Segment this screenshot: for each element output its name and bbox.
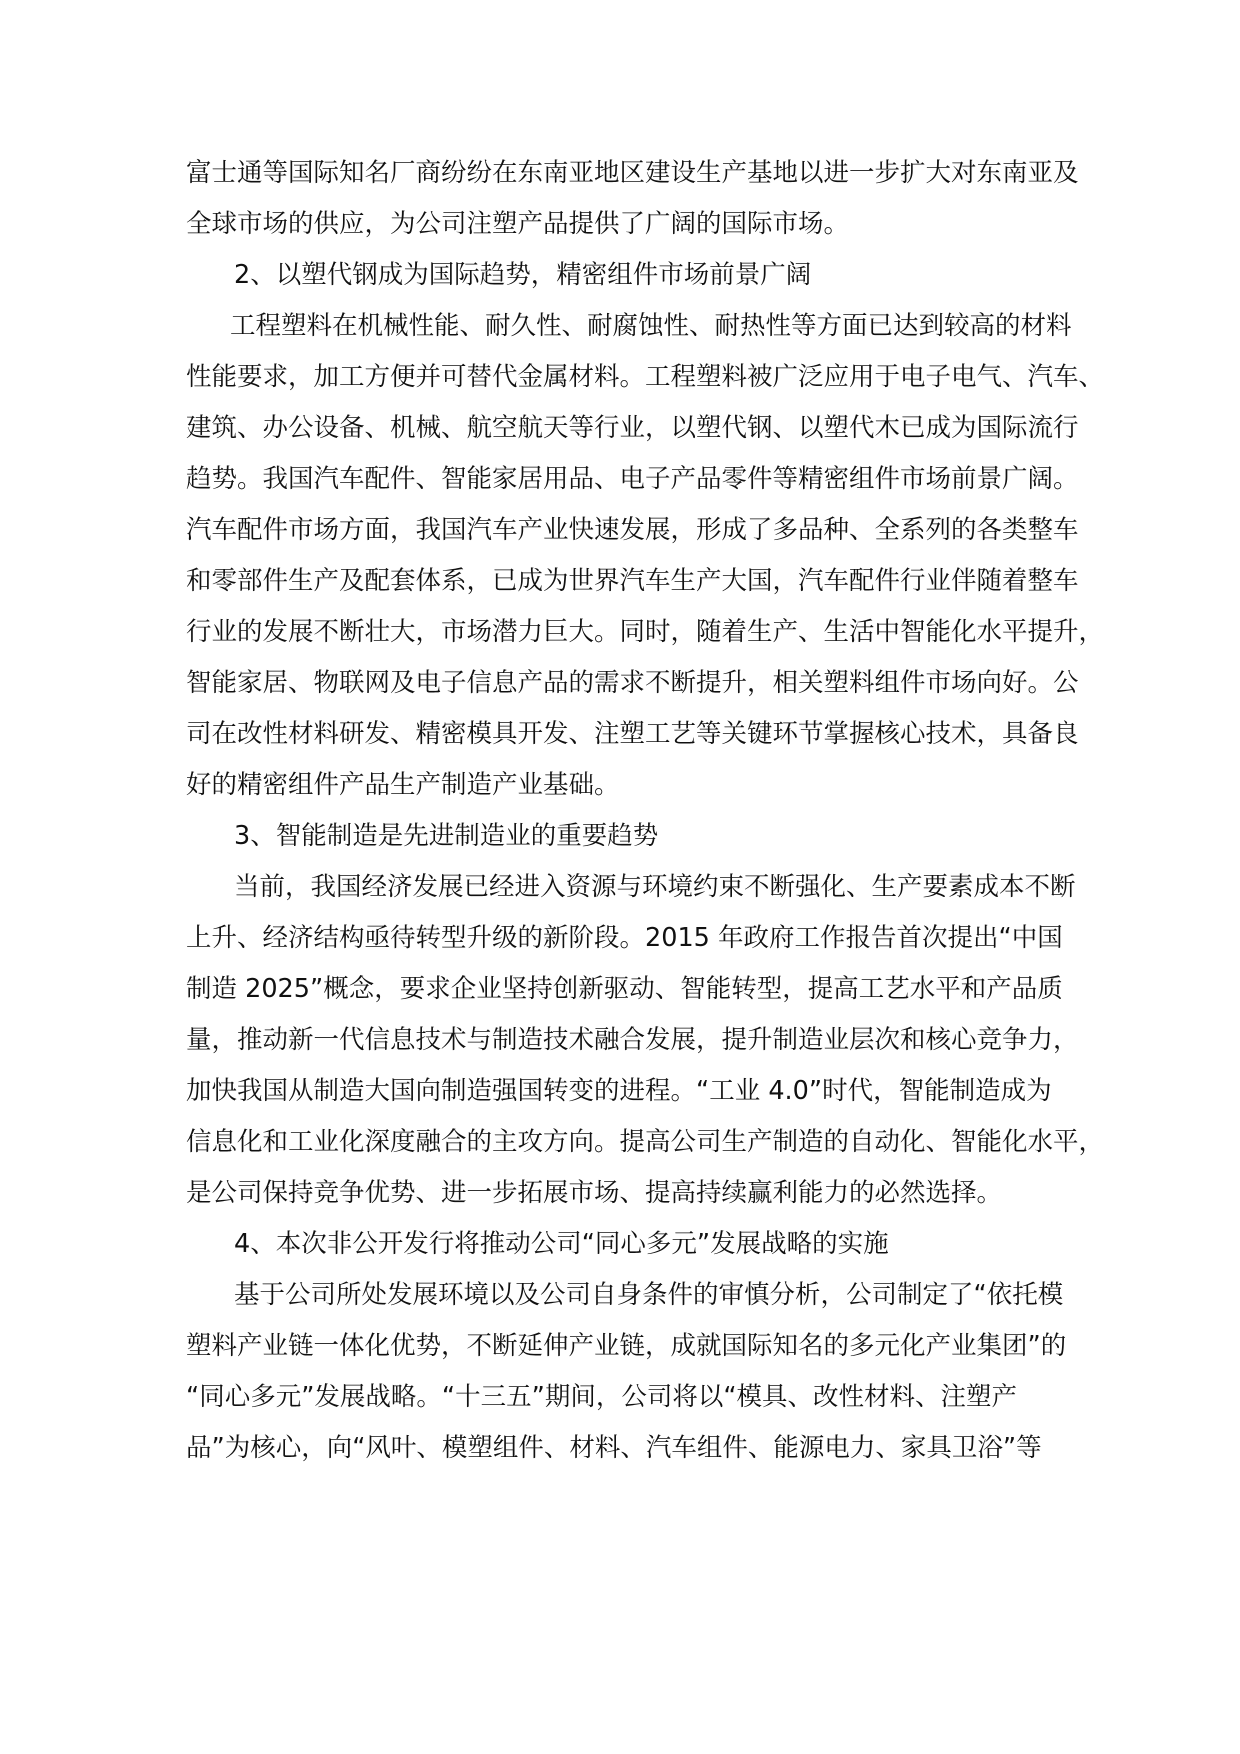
text-line: 量，推动新一代信息技术与制造技术融合发展，提升制造业层次和核心竞争力，	[186, 1025, 1079, 1055]
text-line: 智能家居、物联网及电子信息产品的需求不断提升，相关塑料组件市场向好。公	[186, 668, 1079, 698]
section-heading: 2、以塑代钢成为国际趋势，精密组件市场前景广阔	[234, 260, 812, 290]
text-line: 性能要求，加工方便并可替代金属材料。工程塑料被广泛应用于电子电气、汽车、	[186, 362, 1105, 392]
section-heading: 4、本次非公开发行将推动公司“同心多元”发展战略的实施	[234, 1229, 889, 1259]
text-line: 是公司保持竞争优势、进一步拓展市场、提高持续赢利能力的必然选择。	[186, 1178, 1003, 1208]
text-line: 品”为核心，向“风叶、模塑组件、材料、汽车组件、能源电力、家具卫浴”等	[186, 1433, 1042, 1463]
text-line: 富士通等国际知名厂商纷纷在东南亚地区建设生产基地以进一步扩大对东南亚及	[186, 158, 1079, 188]
text-line: “同心多元”发展战略。“十三五”期间，公司将以“模具、改性材料、注塑产	[186, 1382, 1018, 1412]
text-line: 汽车配件市场方面，我国汽车产业快速发展，形成了多品种、全系列的各类整车	[186, 515, 1079, 545]
text-line: 建筑、办公设备、机械、航空航天等行业，以塑代钢、以塑代木已成为国际流行	[186, 413, 1079, 443]
text-line: 行业的发展不断壮大，市场潜力巨大。同时，随着生产、生活中智能化水平提升，	[186, 617, 1105, 647]
text-line: 基于公司所处发展环境以及公司自身条件的审慎分析，公司制定了“依托模	[234, 1280, 1064, 1310]
text-line: 当前，我国经济发展已经进入资源与环境约束不断强化、生产要素成本不断	[234, 872, 1076, 902]
text-line: 趋势。我国汽车配件、智能家居用品、电子产品零件等精密组件市场前景广阔。	[186, 464, 1079, 494]
text-line: 全球市场的供应，为公司注塑产品提供了广阔的国际市场。	[186, 209, 850, 239]
text-line: 工程塑料在机械性能、耐久性、耐腐蚀性、耐热性等方面已达到较高的材料	[230, 311, 1072, 341]
text-line: 好的精密组件产品生产制造产业基础。	[186, 770, 620, 800]
text-line: 制造 2025”概念，要求企业坚持创新驱动、智能转型，提高工艺水平和产品质	[186, 974, 1063, 1004]
text-line: 和零部件生产及配套体系，已成为世界汽车生产大国，汽车配件行业伴随着整车	[186, 566, 1079, 596]
text-line: 信息化和工业化深度融合的主攻方向。提高公司生产制造的自动化、智能化水平，	[186, 1127, 1105, 1157]
section-2	[186, 250, 1105, 811]
section-4	[186, 1219, 1066, 1474]
section-heading: 3、智能制造是先进制造业的重要趋势	[234, 821, 659, 851]
text-line: 司在改性材料研发、精密模具开发、注塑工艺等关键环节掌握核心技术，具备良	[186, 719, 1079, 749]
intro-paragraph	[186, 148, 1079, 250]
text-line: 加快我国从制造大国向制造强国转变的进程。“工业 4.0”时代，智能制造成为	[186, 1076, 1052, 1106]
text-line: 塑料产业链一体化优势，不断延伸产业链，成就国际知名的多元化产业集团”的	[186, 1331, 1067, 1361]
text-line: 上升、经济结构亟待转型升级的新阶段。2015 年政府工作报告首次提出“中国	[186, 923, 1063, 953]
section-3	[186, 811, 1105, 1219]
document-body	[186, 148, 1105, 1474]
